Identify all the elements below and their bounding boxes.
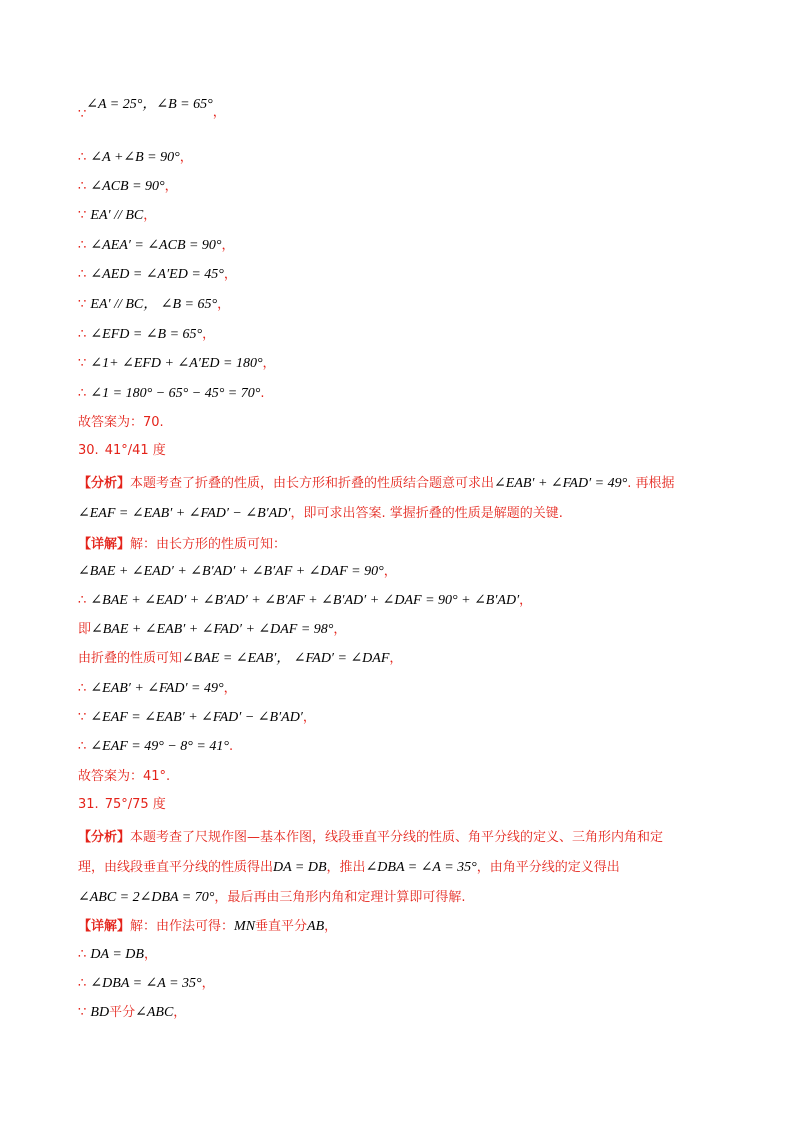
math-expression: ∠BAE = ∠EAB′， ∠FAD′ = ∠DAF (182, 651, 390, 666)
math-expression: AB (307, 919, 325, 934)
analysis-text: 理，由线段垂直平分线的性质得出 (78, 860, 274, 875)
math-expression: MN (234, 919, 256, 934)
q30-step-7 (78, 738, 233, 756)
therefore-symbol: ∴ (78, 593, 87, 608)
q31-analysis-line-3 (78, 889, 466, 907)
q31-detail-line (78, 918, 337, 936)
punctuation: ， (179, 150, 193, 165)
punctuation: ， (164, 179, 178, 194)
q30-step-4 (78, 650, 402, 668)
analysis-text: 本题考查了尺规作图—基本作图，线段垂直平分线的性质、角平分线的定义、三角形内角和定 (130, 830, 664, 845)
text-connector: 平分 (109, 1005, 136, 1020)
math-expression: EA′ // BC (90, 208, 144, 223)
q30-step-5 (78, 680, 237, 698)
q30-step-3 (78, 621, 346, 639)
math-expression: ∠EAF = ∠EAB′ + ∠FAD′ − ∠B′AD′ (90, 710, 303, 725)
analysis-text: ，由角平分线的定义得出 (476, 860, 620, 875)
detail-text: 垂直平分 (255, 919, 308, 934)
q31-step-2 (78, 975, 215, 993)
math-expression: ∠DBA = ∠A = 35° (90, 976, 202, 991)
question-number: 31. (78, 797, 99, 812)
punctuation: ， (223, 267, 237, 282)
proof-line-3 (78, 178, 178, 196)
therefore-symbol: ∴ (78, 976, 87, 991)
q31-step-1 (78, 946, 157, 964)
math-expression: DA = DB (273, 860, 327, 875)
therefore-symbol: ∴ (78, 739, 87, 754)
math-expression: BD (90, 1005, 110, 1020)
math-expression: ∠EAB′ + ∠FAD′ = 49° (90, 681, 224, 696)
q31-analysis-line-2 (78, 859, 620, 877)
proof-line-6 (78, 266, 237, 284)
q31-step-3 (78, 1004, 186, 1022)
math-expression: ∠EAF = ∠EAB′ + ∠FAD′ − ∠B′AD′ (78, 506, 291, 521)
punctuation: ， (221, 238, 235, 253)
analysis-text: ，推出 (326, 860, 366, 875)
math-expression: ∠ABC = 2∠DBA = 70° (78, 890, 215, 905)
q31-analysis-line-1 (78, 829, 663, 847)
analysis-label: 【分析】 (78, 830, 131, 845)
q30-analysis-line-1 (78, 475, 674, 493)
therefore-symbol: ∴ (78, 150, 87, 165)
math-expression: DA = DB (90, 947, 144, 962)
math-expression: ∠BAE + ∠EAD′ + ∠B′AD′ + ∠B′AF + ∠DAF = 90° (78, 564, 384, 579)
analysis-text: 本题考查了折叠的性质，由长方形和折叠的性质结合题意可求出 (130, 476, 495, 491)
therefore-symbol: ∴ (78, 947, 87, 962)
detail-text: 解：由长方形的性质可知： (130, 537, 287, 552)
detail-label: 【详解】 (78, 919, 131, 934)
q30-detail-line (78, 536, 286, 554)
therefore-symbol: ∴ (78, 327, 87, 342)
therefore-symbol: ∴ (78, 681, 87, 696)
punctuation: ， (202, 327, 216, 342)
math-expression: ∠ACB = 90° (90, 179, 165, 194)
punctuation: ， (143, 947, 157, 962)
punctuation: ， (223, 681, 237, 696)
because-symbol: ∵ (78, 107, 87, 122)
math-expression: ∠BAE + ∠EAB′ + ∠FAD′ + ∠DAF = 98° (91, 622, 334, 637)
analysis-label: 【分析】 (78, 476, 131, 491)
math-expression: ∠1 = 180° − 65° − 45° = 70° (90, 386, 261, 401)
proof-line-4 (78, 207, 156, 225)
punctuation: ， (302, 710, 316, 725)
punctuation: ， (324, 919, 338, 934)
text-prefix: 由折叠的性质可知 (78, 651, 183, 666)
therefore-symbol: ∴ (78, 179, 87, 194)
because-symbol: ∵ (78, 710, 87, 725)
therefore-symbol: ∴ (78, 386, 87, 401)
proof-line-5 (78, 237, 235, 255)
proof-line-8 (78, 326, 215, 344)
analysis-text: ，最后再由三角形内角和定理计算即可得解. (214, 890, 466, 905)
because-symbol: ∵ (78, 208, 87, 223)
punctuation: ， (333, 622, 347, 637)
punctuation: . (260, 386, 265, 401)
because-symbol: ∵ (78, 297, 87, 312)
punctuation: ， (201, 976, 215, 991)
proof-line-2 (78, 149, 193, 167)
answer-line-30: 故答案为：41°. (78, 769, 171, 784)
proof-line-9 (78, 355, 276, 373)
question-30-header (78, 442, 166, 460)
question-answer: 75°/75 度 (104, 797, 166, 812)
punctuation: ， (217, 297, 231, 312)
question-number: 30. (78, 443, 99, 458)
math-expression: ∠BAE + ∠EAD′ + ∠B′AD′ + ∠B′AF + ∠B′AD′ + ∠DAF = 90° + ∠B′AD′ (90, 593, 520, 608)
detail-label: 【详解】 (78, 537, 131, 552)
punctuation: . (228, 739, 234, 754)
math-expression: ∠A +∠B = 90° (90, 150, 180, 165)
therefore-symbol: ∴ (78, 267, 87, 282)
text-prefix: 即 (78, 622, 92, 637)
math-expression: EA′ // BC， ∠B = 65° (90, 297, 218, 312)
detail-text: 解：由作法可得： (130, 919, 235, 934)
punctuation: ， (173, 1005, 187, 1020)
analysis-text: . 再根据 (627, 476, 675, 491)
q30-step-6 (78, 709, 316, 727)
punctuation: ， (383, 564, 397, 579)
math-expression: ∠AED = ∠A′ED = 45° (90, 267, 224, 282)
punctuation: ， (143, 208, 157, 223)
proof-line-10 (78, 385, 264, 403)
math-expression: ∠AEA′ = ∠ACB = 90° (90, 238, 222, 253)
math-expression: ∠DBA = ∠A = 35° (365, 860, 477, 875)
q30-step-1 (78, 563, 397, 581)
math-expression: ∠EFD = ∠B = 65° (90, 327, 203, 342)
math-expression: ∠ABC (135, 1005, 174, 1020)
math-expression: ∠1+ ∠EFD + ∠A′ED = 180° (90, 356, 263, 371)
proof-line-7 (78, 296, 230, 314)
math-expression: ∠EAB′ + ∠FAD′ = 49° (494, 476, 628, 491)
therefore-symbol: ∴ (78, 238, 87, 253)
because-symbol: ∵ (78, 356, 87, 371)
punctuation: ， (519, 593, 533, 608)
punctuation: ， (262, 356, 276, 371)
question-answer: 41°/41 度 (104, 443, 166, 458)
proof-line-1 (78, 96, 226, 122)
analysis-text: ，即可求出答案. 掌握折叠的性质是解题的关键. (290, 506, 563, 521)
q30-step-2 (78, 592, 532, 610)
math-expression: ∠EAF = 49° − 8° = 41° (90, 739, 229, 754)
q30-analysis-line-2 (78, 505, 563, 523)
punctuation: ， (389, 651, 403, 666)
question-31-header (78, 796, 166, 814)
math-expression: ∠A = 25°，∠B = 65° (86, 97, 213, 112)
answer-line-29: 故答案为：70. (78, 415, 164, 430)
because-symbol: ∵ (78, 1005, 87, 1020)
punctuation: ， (212, 105, 226, 120)
